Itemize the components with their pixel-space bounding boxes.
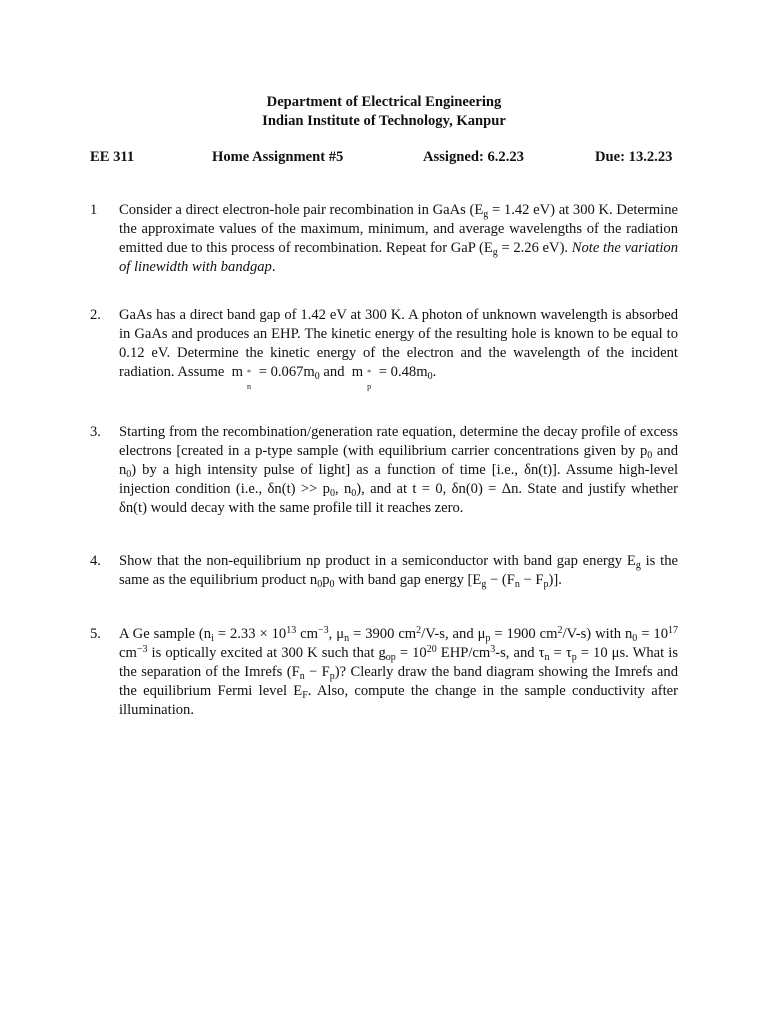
question-number: 2. <box>90 307 101 323</box>
question-text: Show that the non-equilibrium np product in a semiconductor with band gap energy $E_g$ is the same as the equilibrium product $n_0p_0$ with band gap energy $[E_g - (F_n - F_p)]$. <box>119 553 678 590</box>
question-1 <box>90 201 678 277</box>
course-code: EE 311 <box>90 149 135 165</box>
question-text: A Ge sample ($n_i = 2.33 \times 10^{13}$ $cm^{-3}$, $\mu_n = 3900$ $cm^2/V-s$, and $\mu_p = 1900$ $cm^2/V-s$) with $n_0 = 10^{17}$ $cm^{-3}$ is optically excited at 300 K such that $g_{op} = 10^{20}$ EHP/$cm^3-s$, and $\tau_n = \tau_p = 10$ μs. What is the separation of the Imrefs $(F_n - F_p)$? Clearly draw the band diagram showing the Imrefs and the equilibrium Fermi level $E_F$. Also, compute the change in the sample conductivity after illumination. <box>119 625 679 718</box>
question-number: 4. <box>90 553 101 569</box>
question-4 <box>90 552 678 590</box>
question-5 <box>90 625 678 720</box>
question-2 <box>90 306 678 391</box>
header <box>0 93 768 131</box>
question-3 <box>90 423 678 518</box>
due-date: Due: 13.2.23 <box>595 149 673 165</box>
assigned-date: Assigned: 6.2.23 <box>423 149 524 165</box>
question-number: 5. <box>90 626 101 642</box>
question-text: GaAs has a direct band gap of 1.42 eV at 300 K. A photon of unknown wavelength is absorbed in GaAs and produces an EHP. The kinetic energy of the resulting hole is known to be equal to 0.12 eV. Determine the kinetic energy of the electron and the wavelength of the incident radiation. Assume m * n = $0.067m_0$ and m * p = $0.48m_0$. <box>119 307 678 391</box>
question-text: Starting from the recombination/generation rate equation, determine the decay profile of excess electrons [created in a p-type sample (with equilibrium carrier concentrations given by $p_0$ and $n_0$) by a high intensity pulse of light] as a function of time [i.e., δn(t)]. Assume high-level injection condition (i.e., $\delta n(t) >> p_0$, $n_0$), and at t = 0, δn(0) = Δn. State and justify whether δn(t) would decay with the same profile till it reaches zero. <box>119 424 678 516</box>
course-info-row <box>0 148 768 167</box>
department-title: Department of Electrical Engineering <box>266 94 502 110</box>
assignment-title: Home Assignment #5 <box>212 149 344 165</box>
question-text: Consider a direct electron-hole pair recombination in GaAs ($E_g = 1.42$ eV) at 300 K. Determine the approximate values of the maximum, minimum, and average wavelengths of the radiation emitted due to this process of recombination. Repeat for GaP ($E_g = 2.26$ eV). Note the variation of linewidth with bandgap. <box>119 202 678 275</box>
question-number: 1 <box>90 202 98 218</box>
institute-title: Indian Institute of Technology, Kanpur <box>262 113 506 129</box>
question-number: 3. <box>90 424 101 440</box>
